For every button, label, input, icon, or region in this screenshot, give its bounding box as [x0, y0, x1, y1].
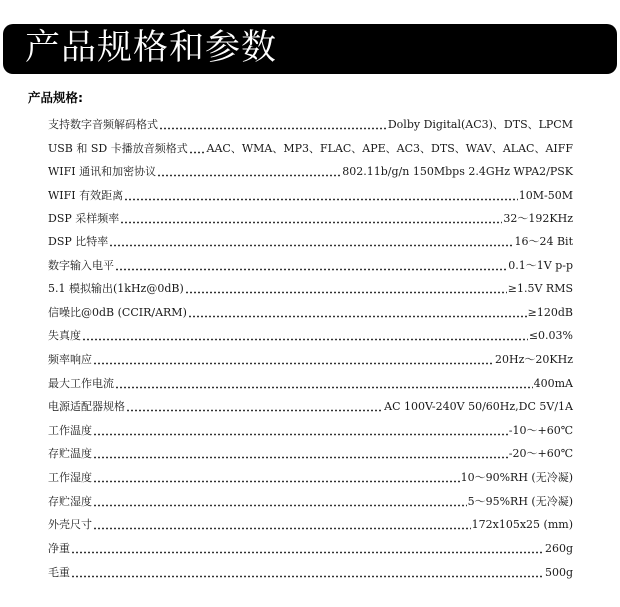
spec-label: WIFI 有效距离: [48, 189, 124, 202]
spec-row: [48, 470, 573, 486]
spec-label: 毛重: [48, 566, 70, 579]
spec-value: 10M-50M: [518, 189, 573, 202]
dot-leader: [93, 446, 508, 462]
spec-label: DSP 比特率: [48, 235, 109, 248]
spec-label: 5.1 模拟输出(1kHz@0dB): [48, 282, 184, 295]
spec-value: 10～90%RH (无冷凝): [460, 471, 573, 484]
dot-leader: [159, 117, 387, 133]
dot-leader: [71, 541, 544, 557]
spec-label: DSP 采样频率: [48, 212, 120, 225]
spec-value: 5～95%RH (无冷凝): [467, 495, 573, 508]
dot-leader: [93, 494, 467, 510]
spec-label: 失真度: [48, 329, 81, 342]
spec-label: 频率响应: [48, 353, 92, 366]
spec-row: [48, 141, 573, 157]
spec-value: ≤0.03%: [528, 329, 573, 342]
dot-leader: [93, 352, 494, 368]
spec-row: [48, 258, 573, 274]
spec-row: [48, 376, 573, 392]
spec-row: [48, 352, 573, 368]
spec-value: 260g: [544, 542, 573, 555]
spec-label: 净重: [48, 542, 70, 555]
spec-label: USB 和 SD 卡播放音频格式: [48, 142, 188, 155]
spec-row: [48, 305, 573, 321]
dot-leader: [71, 565, 544, 581]
dot-leader: [93, 423, 508, 439]
spec-row: [48, 328, 573, 344]
spec-value: 802.11b/g/n 150Mbps 2.4GHz WPA2/PSK: [342, 165, 573, 178]
dot-leader: [115, 376, 533, 392]
spec-value: -20～+60℃: [508, 447, 573, 460]
spec-row: [48, 517, 573, 533]
spec-value: 32～192KHz: [503, 212, 573, 225]
dot-leader: [93, 517, 471, 533]
spec-label: 工作湿度: [48, 471, 92, 484]
spec-row: [48, 423, 573, 439]
dot-leader: [109, 234, 513, 250]
spec-value: ≥120dB: [527, 306, 573, 319]
dot-leader: [126, 399, 383, 415]
spec-label: 最大工作电流: [48, 377, 114, 390]
dot-leader: [185, 281, 507, 297]
spec-label: 工作温度: [48, 424, 92, 437]
spec-value: 500g: [544, 566, 573, 579]
spec-row: [48, 494, 573, 510]
dot-leader: [82, 328, 528, 344]
dot-leader: [120, 211, 502, 227]
spec-row: [48, 188, 573, 204]
spec-row: [48, 211, 573, 227]
section-heading: 产品规格:: [28, 90, 83, 105]
spec-label: 外壳尺寸: [48, 518, 92, 531]
spec-label: 支持数字音频解码格式: [48, 118, 158, 131]
spec-value: AAC、WMA、MP3、FLAC、APE、AC3、DTS、WAV、ALAC、AIFF: [206, 142, 573, 155]
spec-label: 信噪比@0dB (CCIR/ARM): [48, 306, 187, 319]
spec-label: 存贮温度: [48, 447, 92, 460]
spec-label: 数字输入电平: [48, 259, 114, 272]
page-title: 产品规格和参数: [25, 28, 278, 68]
spec-row: [48, 541, 573, 557]
spec-value: 172x105x25 (mm): [471, 518, 573, 531]
spec-row: [48, 234, 573, 250]
dot-leader: [189, 141, 206, 157]
spec-value: 0.1～1V p-p: [508, 259, 573, 272]
spec-value: ≥1.5V RMS: [507, 282, 573, 295]
spec-value: AC 100V-240V 50/60Hz,DC 5V/1A: [384, 400, 573, 413]
spec-row: [48, 281, 573, 297]
spec-label: 电源适配器规格: [48, 400, 125, 413]
spec-label: WIFI 通讯和加密协议: [48, 165, 157, 178]
spec-value: 20Hz～20KHz: [495, 353, 573, 366]
dot-leader: [93, 470, 460, 486]
spec-value: Dolby Digital(AC3)、DTS、LPCM: [387, 118, 573, 131]
dot-leader: [157, 164, 341, 180]
spec-row: [48, 117, 573, 133]
spec-row: [48, 565, 573, 581]
dot-leader: [115, 258, 507, 274]
spec-value: 400mA: [533, 377, 573, 390]
spec-value: 16～24 Bit: [514, 235, 573, 248]
spec-label: 存贮湿度: [48, 495, 92, 508]
spec-row: [48, 164, 573, 180]
dot-leader: [124, 188, 518, 204]
spec-row: [48, 446, 573, 462]
spec-row: [48, 399, 573, 415]
spec-value: -10～+60℃: [508, 424, 573, 437]
dot-leader: [188, 305, 527, 321]
